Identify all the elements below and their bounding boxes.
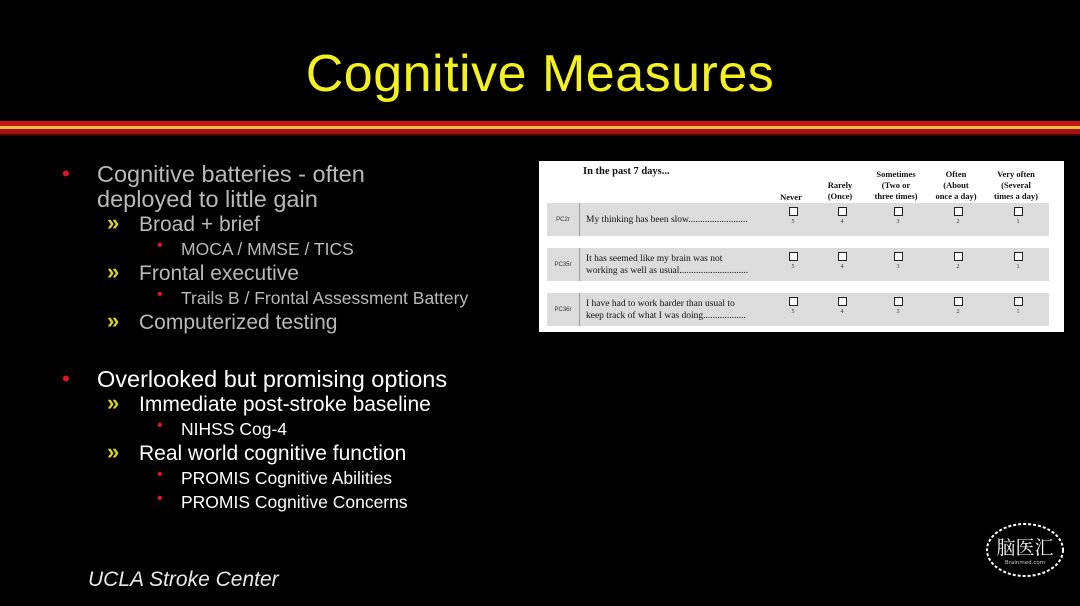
item-text: NIHSS Cog-4 xyxy=(181,419,288,439)
sub-bullet-text: Broad + brief xyxy=(139,213,260,236)
response-rarely[interactable] xyxy=(832,252,852,270)
question-text xyxy=(586,295,776,325)
checkbox[interactable] xyxy=(789,207,798,216)
checkbox[interactable] xyxy=(1014,252,1023,261)
column-header-line: Sometimes xyxy=(876,169,916,179)
checkbox[interactable] xyxy=(789,297,798,306)
question-text xyxy=(586,205,776,235)
response-very-often[interactable] xyxy=(1008,207,1028,225)
bullet-dot-icon: • xyxy=(157,466,163,483)
response-often[interactable] xyxy=(948,252,968,270)
column-header-line: three times) xyxy=(874,191,918,201)
bullet-dot-icon: • xyxy=(157,286,163,303)
bullet-dot-icon: • xyxy=(62,366,70,391)
item-text: PROMIS Cognitive Abilities xyxy=(181,468,393,488)
response-rarely[interactable] xyxy=(832,207,852,225)
item-promis-concerns xyxy=(60,490,530,514)
item-nihss xyxy=(60,417,530,441)
checkbox[interactable] xyxy=(894,252,903,261)
sub-bullet-broad-brief xyxy=(60,212,530,237)
score: 1 xyxy=(1016,264,1020,270)
response-rarely[interactable] xyxy=(832,297,852,315)
score: 5 xyxy=(791,219,795,225)
column-header-line: (About xyxy=(943,180,969,190)
form-row-pc35r xyxy=(547,248,1049,281)
item-text: Trails B / Frontal Assessment Battery xyxy=(181,288,469,308)
item-moca xyxy=(60,237,530,261)
column-header-sometimes xyxy=(865,169,927,202)
sub-bullet-text: Immediate post-stroke baseline xyxy=(139,393,431,416)
column-header-line: Rarely xyxy=(827,180,853,190)
question-line: It has seemed like my brain was not xyxy=(586,254,723,264)
chevron-icon: » xyxy=(107,259,120,284)
response-often[interactable] xyxy=(948,207,968,225)
bullet-overlooked-options xyxy=(60,367,530,392)
score: 5 xyxy=(791,309,795,315)
column-header-line: Very often xyxy=(997,169,1035,179)
response-often[interactable] xyxy=(948,297,968,315)
logo-text: 脑医汇 xyxy=(996,537,1054,559)
bullet-dot-icon: • xyxy=(157,417,163,434)
score: 3 xyxy=(896,309,900,315)
checkbox[interactable] xyxy=(954,297,963,306)
checkbox[interactable] xyxy=(894,297,903,306)
response-never[interactable] xyxy=(783,207,803,225)
brain-logo-icon xyxy=(984,520,1066,578)
column-header-line: (Two or xyxy=(881,180,911,190)
question-line: I have had to work harder than usual to xyxy=(586,299,735,309)
column-header-line: Often xyxy=(945,169,967,179)
checkbox[interactable] xyxy=(838,252,847,261)
item-text: PROMIS Cognitive Concerns xyxy=(181,492,408,512)
form-row-pc2r xyxy=(547,203,1049,236)
response-very-often[interactable] xyxy=(1008,252,1028,270)
score: 1 xyxy=(1016,309,1020,315)
sub-bullet-text: Computerized testing xyxy=(139,311,338,334)
question-text xyxy=(586,250,776,280)
question-line: My thinking has been slow......................... xyxy=(586,215,748,225)
item-trails-b xyxy=(60,286,530,310)
bullet-text: Cognitive batteries - often xyxy=(97,161,365,187)
chevron-icon: » xyxy=(107,210,120,235)
response-very-often[interactable] xyxy=(1008,297,1028,315)
score: 1 xyxy=(1016,219,1020,225)
response-never[interactable] xyxy=(783,297,803,315)
score: 3 xyxy=(896,219,900,225)
score: 4 xyxy=(840,309,844,315)
bullet-list xyxy=(60,162,530,514)
logo-subtext: Brainmed.com xyxy=(1004,560,1046,566)
response-never[interactable] xyxy=(783,252,803,270)
column-header-line: (Once) xyxy=(827,191,853,201)
bullet-text: deployed to little gain xyxy=(97,186,318,212)
sub-bullet-frontal-executive xyxy=(60,261,530,286)
item-code: PC2r xyxy=(547,203,580,236)
sub-bullet-text: Frontal executive xyxy=(139,262,299,285)
checkbox[interactable] xyxy=(789,252,798,261)
sub-bullet-text: Real world cognitive function xyxy=(139,442,407,465)
checkbox[interactable] xyxy=(954,207,963,216)
score: 3 xyxy=(896,264,900,270)
chevron-icon: » xyxy=(107,439,120,464)
column-header-line: times a day) xyxy=(994,191,1038,201)
checkbox[interactable] xyxy=(954,252,963,261)
slide-title: Cognitive Measures xyxy=(305,45,775,103)
score: 2 xyxy=(956,264,960,270)
score: 4 xyxy=(840,264,844,270)
column-header-often xyxy=(925,169,987,202)
chevron-icon: » xyxy=(107,308,120,333)
checkbox[interactable] xyxy=(838,297,847,306)
item-code: PC35r xyxy=(547,248,580,281)
bullet-cognitive-batteries xyxy=(60,162,530,212)
column-header-line: once a day) xyxy=(935,191,977,201)
checkbox[interactable] xyxy=(1014,297,1023,306)
form-row-pc36r xyxy=(547,293,1049,326)
question-line: working as well as usual............................. xyxy=(586,266,749,276)
score: 2 xyxy=(956,309,960,315)
sub-bullet-real-world xyxy=(60,441,530,466)
promis-questionnaire xyxy=(539,161,1064,332)
header-band-shadow xyxy=(0,134,1080,136)
column-header-very-often xyxy=(985,169,1047,202)
sub-bullet-computerized xyxy=(60,310,530,335)
sub-bullet-baseline xyxy=(60,392,530,417)
score: 5 xyxy=(791,264,795,270)
checkbox[interactable] xyxy=(894,207,903,216)
bullet-dot-icon: • xyxy=(157,490,163,507)
bullet-dot-icon: • xyxy=(157,237,163,254)
chevron-icon: » xyxy=(107,390,120,415)
response-sometimes[interactable] xyxy=(888,252,908,270)
footer-credit: UCLA Stroke Center xyxy=(88,568,279,591)
item-code: PC36r xyxy=(547,293,580,326)
score: 4 xyxy=(840,219,844,225)
column-header-line: Never xyxy=(780,192,802,202)
bullet-dot-icon: • xyxy=(62,161,70,186)
checkbox[interactable] xyxy=(1014,207,1023,216)
checkbox[interactable] xyxy=(838,207,847,216)
score: 2 xyxy=(956,219,960,225)
form-header: In the past 7 days... xyxy=(583,166,670,177)
item-text: MOCA / MMSE / TICS xyxy=(181,239,354,259)
response-sometimes[interactable] xyxy=(888,297,908,315)
column-header-rarely xyxy=(809,180,871,202)
question-line: keep track of what I was doing.................. xyxy=(586,311,746,321)
column-header-line: (Several xyxy=(1001,180,1031,190)
item-promis-abilities xyxy=(60,466,530,490)
bullet-text: Overlooked but promising options xyxy=(97,366,448,392)
response-sometimes[interactable] xyxy=(888,207,908,225)
